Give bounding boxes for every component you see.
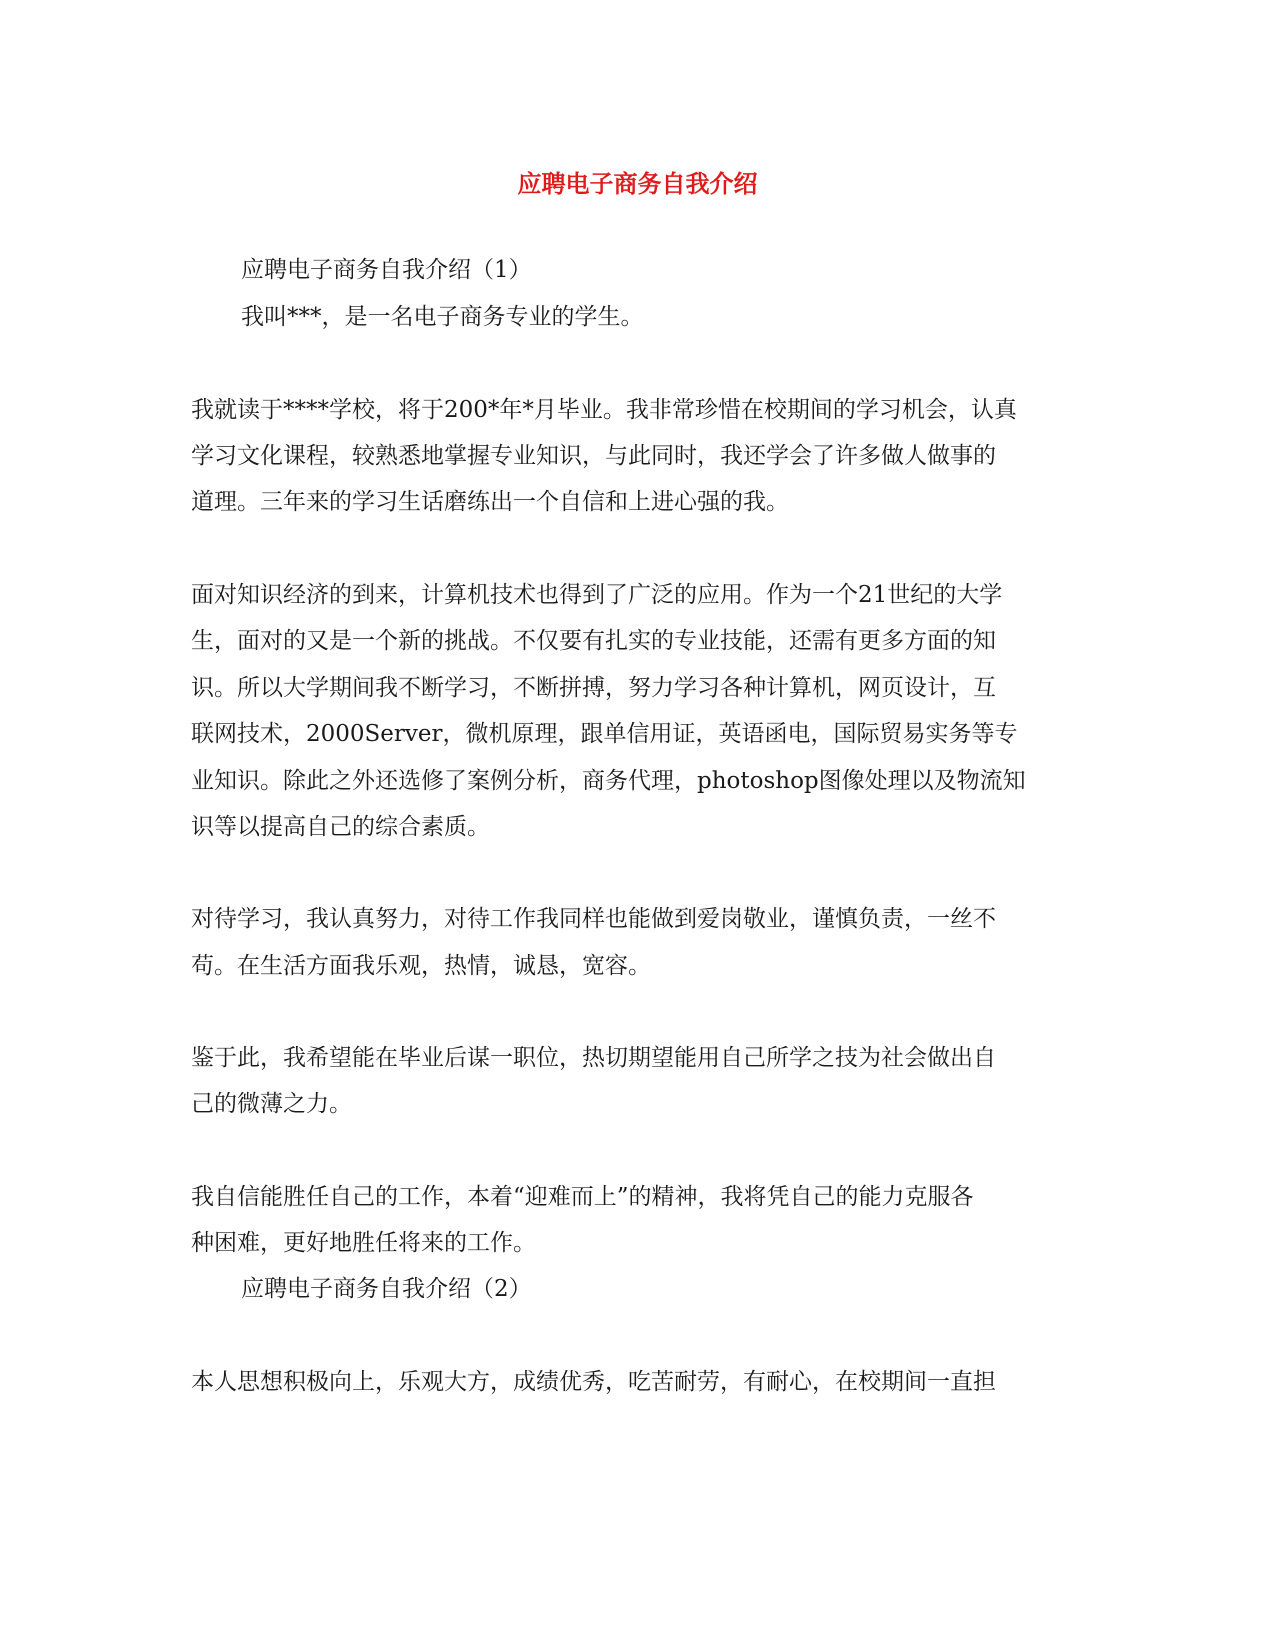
section-heading-1: 应聘电子商务自我介绍（1） (241, 257, 532, 283)
paragraph-line: 我自信能胜任自己的工作，本着“迎难而上”的精神，我将凭自己的能力克服各 (191, 1184, 974, 1210)
section-heading-2: 应聘电子商务自我介绍（2） (241, 1276, 532, 1302)
paragraph-line: 对待学习，我认真努力，对待工作我同样也能做到爱岗敬业，谨慎负责，一丝不 (191, 906, 996, 932)
paragraph-line: 己的微薄之力。 (191, 1091, 352, 1117)
paragraph-line: 苟。在生活方面我乐观，热情，诚恳，宽容。 (191, 953, 651, 979)
paragraph-line: 本人思想积极向上，乐观大方，成绩优秀，吃苦耐劳，有耐心，在校期间一直担 (191, 1369, 996, 1395)
paragraph-line: 识。所以大学期间我不断学习，不断拼搏，努力学习各种计算机，网页设计，互 (191, 675, 996, 701)
paragraph-line: 学习文化课程，较熟悉地掌握专业知识，与此同时，我还学会了许多做人做事的 (191, 443, 996, 469)
paragraph-line: 我就读于****学校，将于200*年*月毕业。我非常珍惜在校期间的学习机会，认真 (191, 397, 1017, 423)
document-title: 应聘电子商务自我介绍 (517, 169, 758, 198)
paragraph-line: 面对知识经济的到来，计算机技术也得到了广泛的应用。作为一个21世纪的大学 (191, 582, 1003, 608)
paragraph-line: 种困难，更好地胜任将来的工作。 (191, 1230, 536, 1256)
paragraph-line: 我叫***，是一名电子商务专业的学生。 (241, 304, 644, 330)
paragraph-line: 识等以提高自己的综合素质。 (191, 814, 490, 840)
paragraph-line: 鉴于此，我希望能在毕业后谋一职位，热切期望能用自己所学之技为社会做出自 (191, 1045, 996, 1071)
paragraph-line: 道理。三年来的学习生话磨练出一个自信和上进心强的我。 (191, 489, 789, 515)
paragraph-line: 联网技术，2000Server，微机原理，跟单信用证，英语函电，国际贸易实务等专 (191, 721, 1018, 747)
paragraph-line: 生，面对的又是一个新的挑战。不仅要有扎实的专业技能，还需有更多方面的知 (191, 628, 996, 654)
paragraph-line: 业知识。除此之外还选修了案例分析，商务代理，photoshop图像处理以及物流知 (191, 768, 1026, 794)
